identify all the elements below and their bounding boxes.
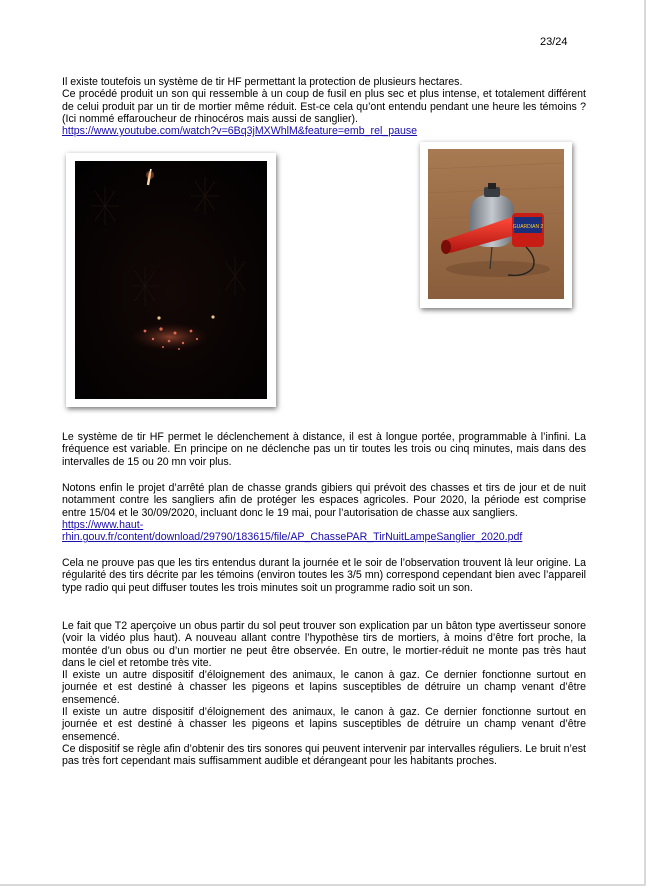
gas-cannon-image	[428, 149, 564, 299]
device-label: GUARDIAN 2	[512, 224, 544, 230]
gas-cannon-photo	[420, 142, 572, 308]
night-sky-photo	[66, 153, 276, 407]
t2-section	[62, 620, 586, 768]
prefecture-link-part1[interactable]: https://www.haut-	[62, 518, 144, 531]
arrete-paragraph: Notons enfin le projet d’arrêté plan de chasse grands gibiers qui prévoit des chasses et tirs de jour et de nuit notamment contre les sangliers afin de protéger les espaces agricoles. Pour 2020, la période est comprise entre 15/04 et le 30/09/2020, incluant donc le 19 mai, pour l’autorisation de chasse aux sangliers.	[62, 482, 586, 519]
intro-paragraph: Ce procédé produit un son qui ressemble à un coup de fusil en plus sec et plus intense, et totalement différent de celui produit par un tir de mortier même réduit. Est-ce cela qu’ont entendu pendant une heure les témoins ? (Ici nommé effaroucheur de rhinocéros mais aussi de sanglier).	[62, 88, 586, 125]
arrete-section	[62, 482, 586, 543]
hf-system-section	[62, 431, 586, 468]
t2-paragraph-1: Le fait que T2 aperçoive un obus partir du sol peut trouver son explication par un bâton type avertisseur sonore (voir la vidéo plus haut). A nouveau allant contre l’hypothèse tirs de mortiers, à moins d’être fort proche, la montée d’un obus ou d’un mortier ne peut être observée. En outre, le mortier-réduit ne monte pas très haut dans le ciel et retombe très vite.	[62, 620, 586, 669]
page-number: 23/24	[540, 36, 568, 48]
hf-system-paragraph: Le système de tir HF permet le déclenchement à distance, il est à longue portée, programmable à l’infini. La fréquence est variable. En principe on ne déclenche pas un tir toutes les trois ou cinq minutes, mais dans des intervalles de 15 ou 20 mn voir plus.	[62, 431, 586, 468]
youtube-link[interactable]: https://www.youtube.com/watch?v=6Bq3jMXWhlM&feature=emb_rel_pause	[62, 125, 418, 138]
night-sky-image	[75, 161, 267, 399]
intro-line-1: Il existe toutefois un système de tir HF permettant la protection de plusieurs hectares.	[62, 76, 463, 88]
origin-paragraph: Cela ne prouve pas que les tirs entendus durant la journée et le soir de l’observation trouvent là leur origine. La régularité des tirs décrite par les témoins (environ toutes les 3/5 mn) correspond cependant bien avec l’appareil type radio qui peut diffuser toutes les trois minutes soit un programme radio soit un son.	[62, 557, 586, 594]
prefecture-link-part2[interactable]: rhin.gouv.fr/content/download/29790/183615/file/AP_ChassePAR_TirNuitLampeSanglier_2020.pdf	[62, 531, 523, 544]
origin-section	[62, 557, 586, 594]
t2-paragraph-4: Ce dispositif se règle afin d’obtenir des tirs sonores qui peuvent intervenir par intervalles réguliers. Le bruit n’est pas très fort cependant mais suffisamment audible et dérangeant pour les habitants proches.	[62, 742, 586, 768]
t2-paragraph-3: Il existe un autre dispositif d’éloignement des animaux, le canon à gaz. Ce dernier fonctionne surtout en journée et est destiné à chasser les pigeons et lapins susceptibles de détruire un champ venant d’être ensemencé.	[62, 706, 586, 743]
intro-section	[62, 76, 586, 137]
t2-paragraph-2: Il existe un autre dispositif d’éloignement des animaux, le canon à gaz. Ce dernier fonctionne surtout en journée et est destiné à chasser les pigeons et lapins susceptibles de détruire un champ venant d’être ensemencé.	[62, 669, 586, 706]
